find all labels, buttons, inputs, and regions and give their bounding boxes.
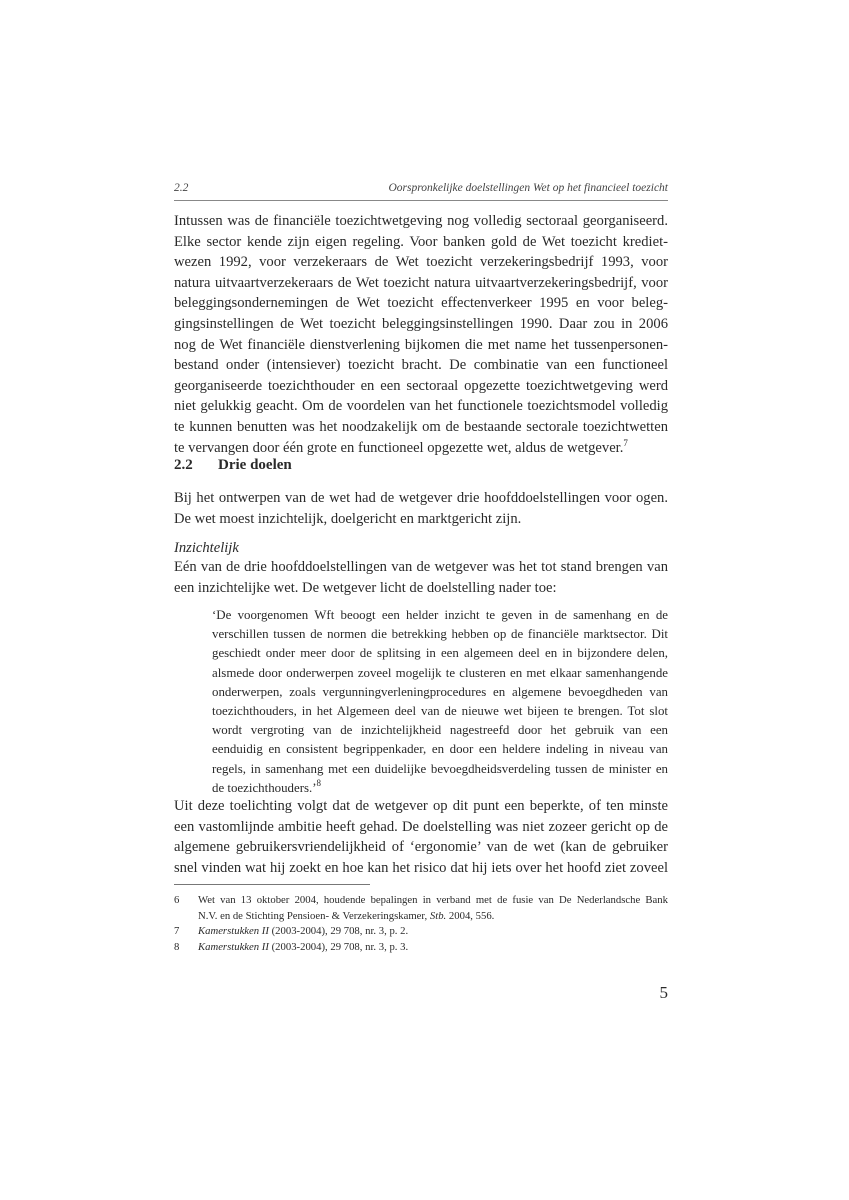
closing-paragraph xyxy=(174,796,668,878)
text-line: niet gelukkig geacht. Om de voordelen van het functionele toezichtsmodel volledig xyxy=(174,398,668,415)
quote-line: geschiedt onder meer door de splitsing in een algemeen deel en in bijzondere delen, xyxy=(212,646,668,661)
footnote-text: N.V. en de Stichting Pensioen- & Verzekeringskamer, xyxy=(198,909,430,922)
subheading: Inzichtelijk xyxy=(174,540,239,556)
text-line: bestand onder (intensiever) toezicht bracht. De combinatie van een functioneel xyxy=(174,357,668,374)
text-line-content: te vervangen door één grote en functioneel opgezette wet, aldus de wetgever. xyxy=(174,439,624,456)
footnote-6 xyxy=(174,893,668,924)
text-line: een vastomlijnde ambitie heeft gehad. De doelstelling was niet zozeer gericht op de xyxy=(174,818,668,835)
running-header xyxy=(174,182,668,198)
section-intro-paragraph xyxy=(174,488,668,529)
text-line: Bij het ontwerpen van de wet had de wetgever drie hoofddoelstellingen voor ogen. xyxy=(174,490,668,506)
section-heading xyxy=(174,457,292,474)
text-line: georganiseerde toezichthouder en een sectoraal opgezette toezichtwetgeving werd xyxy=(174,377,668,394)
section-number: 2.2 xyxy=(174,457,193,473)
text-line: beleggingsondernemingen de Wet toezicht effectenverkeer 1995 en voor beleg- xyxy=(174,295,668,312)
footnote-number: 7 xyxy=(174,925,180,938)
quote-line: eenduidig en consistent begrippenkader, en door een heldere indeling in niveau van xyxy=(212,742,668,757)
text-line: nog de Wet financiële dienstverlening bijkomen die met name het tussenpersonen- xyxy=(174,336,668,353)
footnote-line xyxy=(198,909,668,925)
subheading-paragraph xyxy=(174,557,668,598)
text-line: Elke sector kende zijn eigen regeling. Voor banken gold de Wet toezicht krediet- xyxy=(174,233,668,250)
quote-line xyxy=(212,779,668,798)
footnote-reference[interactable]: 8 xyxy=(316,777,322,788)
quote-line: ‘De voorgenomen Wft beoogt een helder inzicht te geven in de samenhang en de xyxy=(212,608,668,622)
text-line: wezen 1992, voor verzekeraars de Wet toezicht verzekeringsbedrijf 1993, voor xyxy=(174,254,668,271)
footnote-line xyxy=(198,940,668,956)
section-title: Drie doelen xyxy=(218,457,292,473)
footnote-italic-text: Kamerstukken II xyxy=(198,925,269,938)
header-rule xyxy=(174,200,668,201)
text-line: De wet moest inzichtelijk, doelgericht en marktgericht zijn. xyxy=(174,510,522,527)
page-number: 5 xyxy=(659,983,668,1002)
footnote-italic-text: Stb. xyxy=(429,909,447,922)
footnote-7 xyxy=(174,924,668,940)
running-header-section-number: 2.2 xyxy=(174,182,189,194)
footnote-line xyxy=(198,924,668,940)
quote-line: onderwerpen, zoals vergunningverleningprocedures en algemene bevoegdheden van xyxy=(212,684,668,699)
text-line: Uit deze toelichting volgt dat de wetgever op dit punt een beperkte, of ten minste xyxy=(174,798,668,814)
footnote-text: 2004, 556. xyxy=(446,909,495,922)
quote-line-content: de toezichthouders.’ xyxy=(212,780,317,795)
block-quote xyxy=(212,606,668,798)
footnote-italic-text: Kamerstukken II xyxy=(198,940,269,953)
footnote-rule xyxy=(174,884,370,885)
quote-line: wordt vergroting van de inzichtelijkheid nagestreefd door het gebruik van een xyxy=(212,723,668,738)
quote-line: toezichthouders, in het Algemeen deel van de nieuwe wet bijeen te brengen. Tot slot xyxy=(212,703,668,718)
text-line: algemene gebruikersvriendelijkheid of ‘ergonomie’ van de wet (kan de gebruiker xyxy=(174,839,668,856)
quote-line: alsmede door onderwerpen zoveel mogelijk te clusteren en met elkaar samenhangende xyxy=(212,665,668,680)
footnote-number: 8 xyxy=(174,940,180,953)
footnote-8 xyxy=(174,940,668,956)
text-line: Eén van de drie hoofddoelstellingen van de wetgever was het tot stand brengen van xyxy=(174,559,668,575)
text-line: Intussen was de financiële toezichtwetgeving nog volledig sectoraal georganiseerd. xyxy=(174,213,668,229)
footnote-reference[interactable]: 7 xyxy=(623,437,628,448)
text-line: een inzichtelijke wet. De wetgever licht de doelstelling nader toe: xyxy=(174,579,557,596)
text-line: natura uitvaartverzekeraars de Wet toezicht natura uitvaartverzekeringsbedrijf, voor xyxy=(174,274,668,291)
text-line: te kunnen benutten was het noodzakelijk om de bestaande sectorale toezichtwetten xyxy=(174,418,668,435)
intro-paragraph xyxy=(174,211,668,458)
text-line: snel vinden wat hij zoekt en hoe kan het risico dat hij iets over het hoofd ziet zoveel xyxy=(174,859,668,876)
footnote-text: (2003-2004), 29 708, nr. 3, p. 3. xyxy=(268,940,409,953)
quote-line: regels, in samenhang met een duidelijke bevoegdheidsverdeling tussen de minister en xyxy=(212,761,668,776)
text-line xyxy=(174,438,668,459)
text-line: gingsinstellingen de Wet toezicht beleggingsinstellingen 1990. Daar zou in 2006 xyxy=(174,315,668,332)
quote-line: verschillen tussen de normen die betrekking hebben op de financiële marktsector. Dit xyxy=(212,627,668,642)
footnote-line: Wet van 13 oktober 2004, houdende bepalingen in verband met de fusie van De Nederlandsche Bank xyxy=(198,894,668,906)
running-header-title: Oorspronkelijke doelstellingen Wet op het financieel toezicht xyxy=(388,182,668,194)
footnote-number: 6 xyxy=(174,894,180,906)
footnotes xyxy=(174,893,668,955)
footnote-text: (2003-2004), 29 708, nr. 3, p. 2. xyxy=(268,925,409,938)
